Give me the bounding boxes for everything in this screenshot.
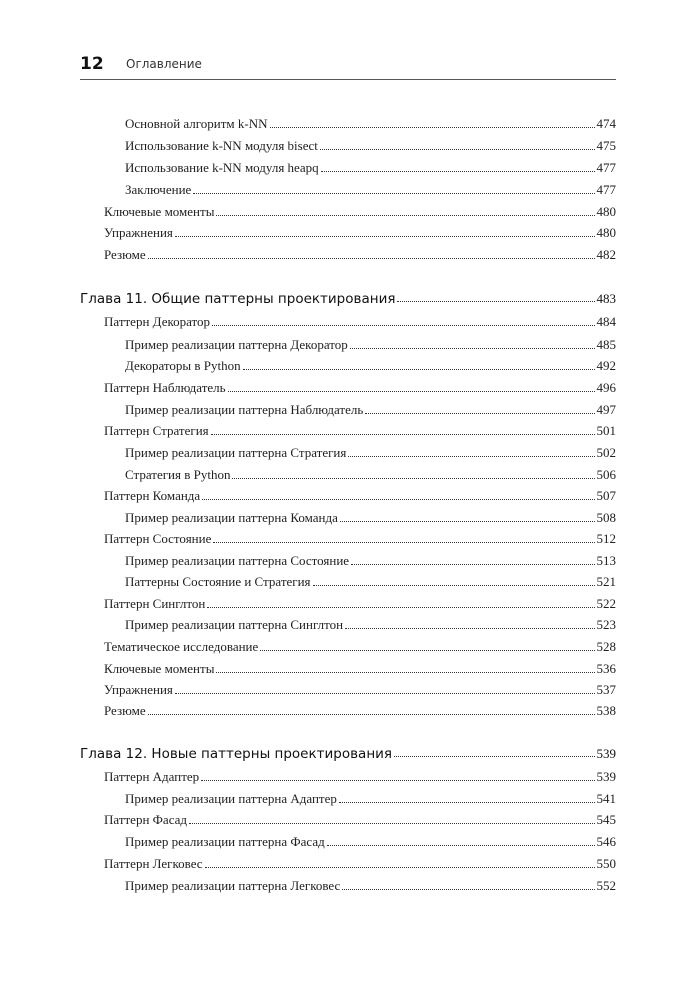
dot-leader	[148, 258, 595, 259]
toc-chapter[interactable]	[80, 285, 616, 307]
toc-chapter-page: 539	[596, 746, 616, 761]
toc-entry-page: 522	[596, 596, 616, 611]
toc-entry[interactable]	[104, 592, 616, 612]
toc-entry-title: Резюме	[104, 703, 146, 718]
toc-entry-page: 480	[596, 204, 616, 219]
toc-entry[interactable]	[125, 112, 616, 132]
dot-leader	[397, 301, 594, 302]
toc-entry-title: Пример реализации паттерна Наблюдатель	[125, 402, 364, 417]
toc-entry-page: 482	[596, 247, 616, 262]
running-title: Оглавление	[126, 57, 202, 71]
toc-entry[interactable]	[104, 484, 616, 504]
dot-leader	[339, 802, 595, 803]
dot-leader	[207, 607, 594, 608]
toc-entry-page: 541	[596, 791, 616, 806]
toc-entry[interactable]	[125, 156, 616, 176]
dot-leader	[313, 585, 595, 586]
dot-leader	[345, 628, 594, 629]
dot-leader	[340, 521, 595, 522]
dot-leader	[189, 823, 594, 824]
dot-leader	[216, 672, 594, 673]
toc-entry-page: 538	[596, 703, 616, 718]
toc-entry-title: Паттерн Адаптер	[104, 769, 200, 784]
toc-entry-title: Паттерн Легковес	[104, 856, 203, 871]
toc-entry-page: 546	[596, 834, 616, 849]
dot-leader	[260, 650, 594, 651]
toc-entry-title: Паттерны Состояние и Стратегия	[125, 574, 311, 589]
toc-entry-title: Пример реализации паттерна Синглтон	[125, 617, 344, 632]
toc-entry-page: 496	[596, 380, 616, 395]
toc-entry-page: 506	[596, 467, 616, 482]
dot-leader	[201, 780, 594, 781]
toc-entry-title: Резюме	[104, 247, 146, 262]
toc-entry-title: Упражнения	[104, 682, 173, 697]
toc-entry-page: 485	[596, 337, 616, 352]
toc-entry-title: Тематическое исследование	[104, 639, 259, 654]
toc-chapter[interactable]	[80, 740, 616, 762]
toc-entry-title: Использование k-NN модуля heapq	[125, 160, 319, 175]
page-header	[80, 52, 616, 80]
toc-entry[interactable]	[125, 178, 616, 198]
dot-leader	[212, 325, 594, 326]
dot-leader	[365, 413, 594, 414]
dot-leader	[232, 478, 594, 479]
toc-entry-title: Декораторы в Python	[125, 358, 241, 373]
toc-chapter-title: Глава 11. Общие паттерны проектирования	[80, 291, 396, 307]
toc-entry-page: 477	[596, 182, 616, 197]
toc-entry-title: Паттерн Команда	[104, 488, 201, 503]
dot-leader	[213, 542, 594, 543]
toc-entry[interactable]	[125, 549, 616, 569]
toc-entry[interactable]	[125, 570, 616, 590]
toc-entry-title: Пример реализации паттерна Состояние	[125, 553, 350, 568]
toc-entry-title: Паттерн Стратегия	[104, 423, 209, 438]
dot-leader	[321, 171, 595, 172]
toc-entry[interactable]	[125, 787, 616, 807]
toc-entry-page: 497	[596, 402, 616, 417]
toc-entry-page: 501	[596, 423, 616, 438]
toc-entry[interactable]	[104, 635, 616, 655]
dot-leader	[350, 348, 595, 349]
toc-entry[interactable]	[104, 765, 616, 785]
page-number: 12	[80, 54, 104, 74]
toc-entry-page: 474	[596, 116, 616, 131]
toc-entry[interactable]	[125, 398, 616, 418]
dot-leader	[228, 391, 595, 392]
toc-entry-title: Пример реализации паттерна Команда	[125, 510, 338, 525]
dot-leader	[342, 889, 594, 890]
dot-leader	[211, 434, 595, 435]
toc-entry-title: Паттерн Наблюдатель	[104, 380, 226, 395]
toc-entry[interactable]	[125, 506, 616, 526]
toc-entry[interactable]	[104, 527, 616, 547]
toc-entry[interactable]	[104, 678, 616, 698]
toc-entry[interactable]	[125, 874, 616, 894]
toc-entry-page: 552	[596, 878, 616, 893]
toc-entry-title: Пример реализации паттерна Легковес	[125, 878, 341, 893]
toc-entry-page: 513	[596, 553, 616, 568]
toc-entry[interactable]	[104, 221, 616, 241]
toc-entry-title: Пример реализации паттерна Адаптер	[125, 791, 337, 806]
toc-entry[interactable]	[104, 852, 616, 872]
toc-entry[interactable]	[104, 699, 616, 719]
toc-entry-title: Паттерн Декоратор	[104, 314, 211, 329]
toc-entry[interactable]	[125, 830, 616, 850]
toc-entry-page: 508	[596, 510, 616, 525]
dot-leader	[148, 714, 595, 715]
toc-entry[interactable]	[104, 376, 616, 396]
dot-leader	[243, 369, 595, 370]
toc-entry[interactable]	[125, 134, 616, 154]
toc-entry[interactable]	[104, 243, 616, 263]
dot-leader	[351, 564, 594, 565]
toc-entry-page: 536	[596, 661, 616, 676]
toc-entry[interactable]	[104, 657, 616, 677]
toc-entry-title: Использование k-NN модуля bisect	[125, 138, 318, 153]
toc-entry-page: 512	[596, 531, 616, 546]
toc-entry-page: 537	[596, 682, 616, 697]
dot-leader	[270, 127, 595, 128]
dot-leader	[327, 845, 595, 846]
toc-entry-title: Ключевые моменты	[104, 204, 215, 219]
dot-leader	[394, 756, 594, 757]
toc-entry-title: Основной алгоритм k-NN	[125, 116, 268, 131]
toc-entry-page: 480	[596, 225, 616, 240]
toc-entry[interactable]	[104, 200, 616, 220]
toc-entry[interactable]	[104, 808, 616, 828]
toc-entry-page: 484	[596, 314, 616, 329]
dot-leader	[348, 456, 594, 457]
dot-leader	[175, 693, 595, 694]
dot-leader	[205, 867, 595, 868]
toc-entry[interactable]	[104, 419, 616, 439]
toc-entry-page: 502	[596, 445, 616, 460]
toc-entry-title: Паттерн Фасад	[104, 812, 188, 827]
toc-entry-page: 475	[596, 138, 616, 153]
toc-entry[interactable]	[104, 310, 616, 330]
toc-entry-title: Стратегия в Python	[125, 467, 231, 482]
toc-entry-title: Пример реализации паттерна Фасад	[125, 834, 325, 849]
dot-leader	[193, 193, 594, 194]
toc-chapter-page: 483	[596, 291, 616, 306]
toc-entry-page: 550	[596, 856, 616, 871]
toc-chapter-title: Глава 12. Новые паттерны проектирования	[80, 746, 393, 762]
dot-leader	[216, 215, 594, 216]
toc-entry-page: 507	[596, 488, 616, 503]
toc-entry-page: 492	[596, 358, 616, 373]
toc-entry-title: Заключение	[125, 182, 192, 197]
toc-entry-page: 539	[596, 769, 616, 784]
toc-entry-title: Пример реализации паттерна Стратегия	[125, 445, 347, 460]
toc-entry-page: 528	[596, 639, 616, 654]
toc-entry-page: 523	[596, 617, 616, 632]
toc-entry-page: 521	[596, 574, 616, 589]
toc-entry[interactable]	[125, 333, 616, 353]
toc-entry-title: Пример реализации паттерна Декоратор	[125, 337, 348, 352]
toc-entry[interactable]	[125, 354, 616, 374]
dot-leader	[202, 499, 594, 500]
toc-entry[interactable]	[125, 463, 616, 483]
toc-entry-page: 545	[596, 812, 616, 827]
dot-leader	[175, 236, 595, 237]
toc-entry-page: 477	[596, 160, 616, 175]
toc-entry[interactable]	[125, 441, 616, 461]
dot-leader	[320, 149, 595, 150]
toc-entry-title: Ключевые моменты	[104, 661, 215, 676]
toc-entry[interactable]	[125, 613, 616, 633]
toc-entry-title: Паттерн Синглтон	[104, 596, 206, 611]
toc-entry-title: Паттерн Состояние	[104, 531, 212, 546]
toc-entry-title: Упражнения	[104, 225, 173, 240]
